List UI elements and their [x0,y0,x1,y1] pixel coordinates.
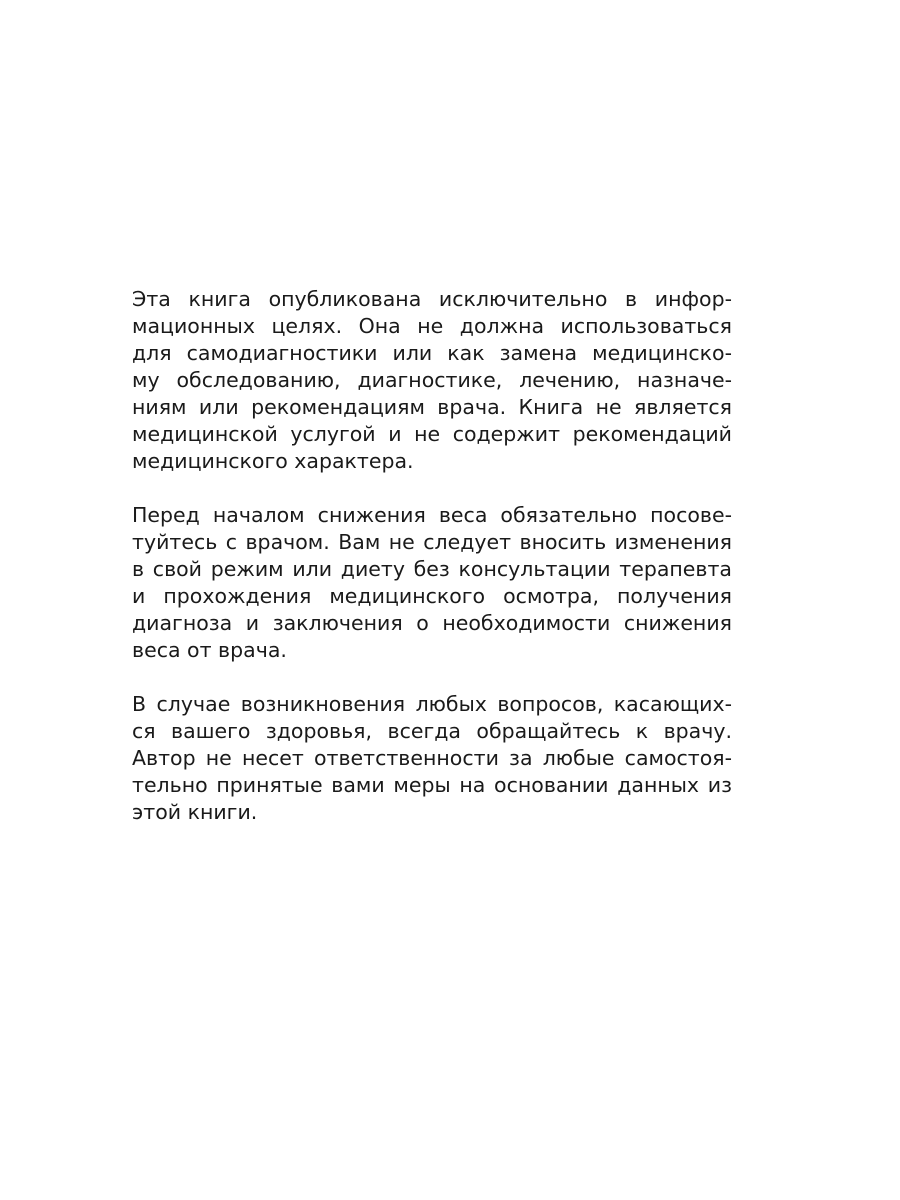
text-line: и прохождения медицинского осмотра, получения [132,584,732,608]
disclaimer-text [132,286,732,853]
text-line: му обследованию, диагностике, лечению, назначе- [132,368,732,392]
text-line: ся вашего здоровья, всегда обращайтесь к врачу. [132,719,732,743]
text-line: Автор не несет ответственности за любые самостоя- [132,746,732,770]
text-line: этой книги. [132,800,258,824]
disclaimer-paragraph-3 [132,691,732,826]
text-line: медицинской услугой и не содержит рекомендаций [132,422,732,446]
text-line: Перед началом снижения веса обязательно посове- [132,503,732,527]
text-line: туйтесь с врачом. Вам не следует вносить изменения [132,530,732,554]
text-line: для самодиагностики или как замена медицинско- [132,341,732,365]
text-line: мационных целях. Она не должна использоваться [132,314,732,338]
text-line: Эта книга опубликована исключительно в инфор- [132,287,732,311]
text-line: медицинского характера. [132,449,414,473]
text-line: тельно принятые вами меры на основании данных из [132,773,732,797]
text-line: веса от врача. [132,638,287,662]
text-line: в свой режим или диету без консультации терапевта [132,557,732,581]
text-line: В случае возникновения любых вопросов, касающих- [132,692,732,716]
text-line: ниям или рекомендациям врача. Книга не является [132,395,732,419]
disclaimer-paragraph-1 [132,286,732,475]
disclaimer-paragraph-2 [132,502,732,664]
text-line: диагноза и заключения о необходимости снижения [132,611,732,635]
